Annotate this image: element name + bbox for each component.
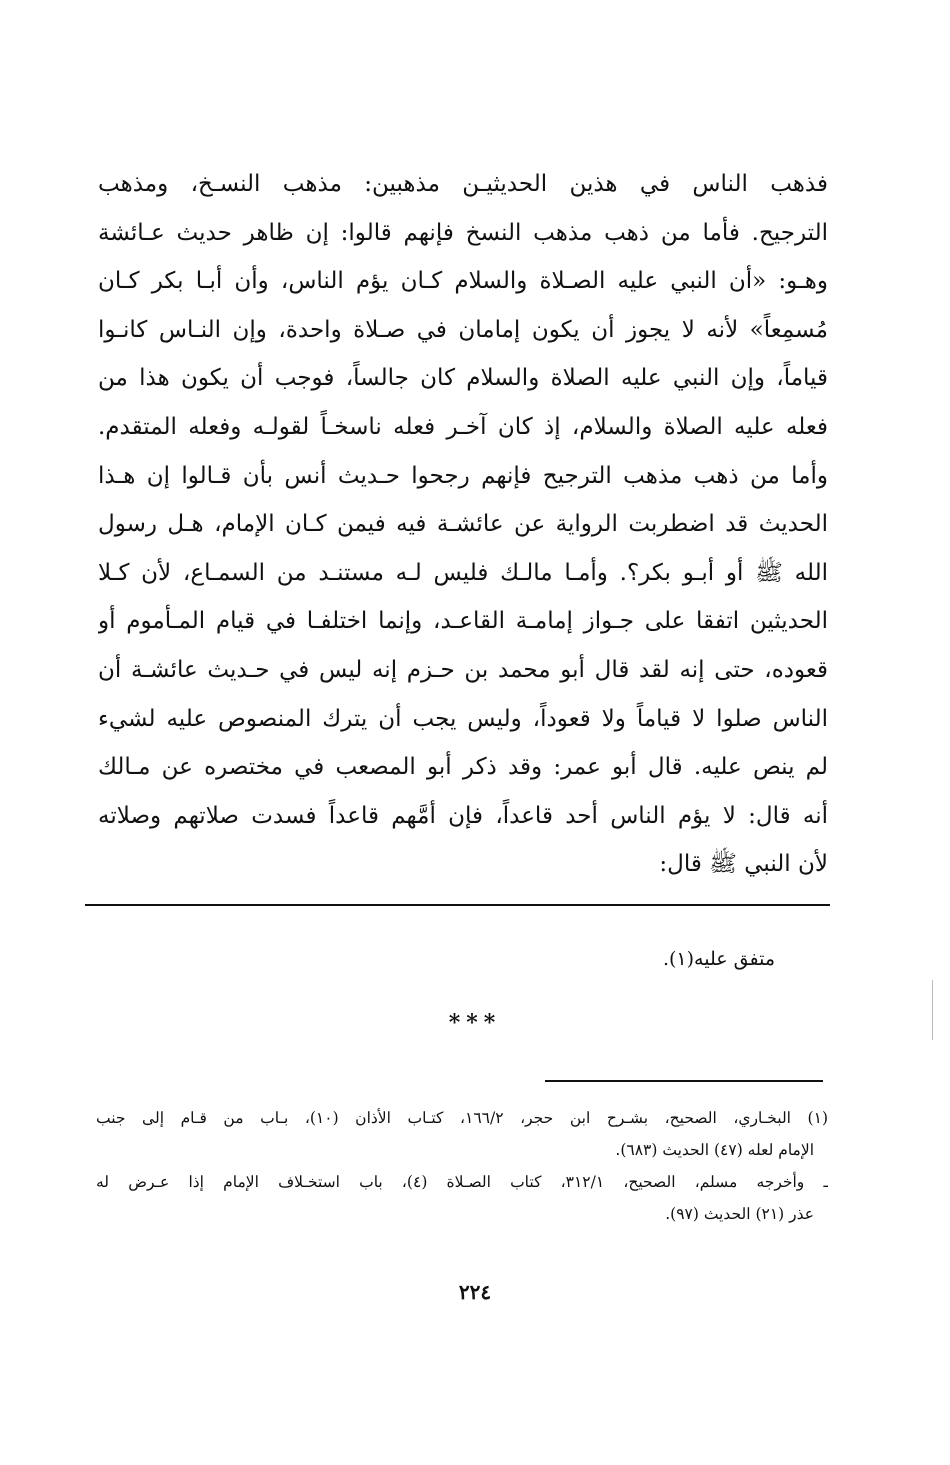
page-number: ٢٢٤ <box>458 1280 492 1304</box>
text-line: مُسمِعاً» لأنه لا يجوز أن يكون إمامان في صـلاة واحدة، وإن النـاس كانـوا <box>98 316 828 343</box>
text-line: الحديثين اتفقا على جـواز إمامـة القاعـد، وإنما اختلفـا في قيام المـأموم أو <box>98 608 828 635</box>
text-line: لأن النبي ﷺ قال: <box>659 851 828 878</box>
footnote-line: الإمام لعله (٤٧) الحديث (٦٨٣). <box>615 1141 814 1159</box>
footnote-line: ـ وأخرجه مسلم، الصحيح، ٣١٢/١، كتاب الصـلاة (٤)، باب استخـلاف الإمام إذا عـرض له <box>96 1173 828 1191</box>
footnotes <box>96 1102 828 1230</box>
footnote-line: (١) البخـاري، الصحيح، بشـرح ابن حجر، ١٦٦/٢، كتـاب الأذان (١٠)، بـاب من قـام إلى جنب <box>96 1109 828 1127</box>
text-line: فعله عليه الصلاة والسلام، إذ كان آخـر فعله ناسخـاً لقولـه وفعله المتقدم. <box>98 413 828 440</box>
separator-stars: *** <box>448 1010 502 1036</box>
text-line: لم ينص عليه. قال أبو عمر: وقد ذكر أبو المصعب في مختصره عن مـالك <box>98 754 828 781</box>
footnote-divider <box>545 1080 823 1082</box>
text-line: الحديث قد اضطربت الرواية عن عائشـة فيه فيمن كـان الإمام، هـل رسول <box>98 511 828 538</box>
text-line: قياماً، وإن النبي عليه الصلاة والسلام كان جالساً، فوجب أن يكون هذا من <box>98 365 828 392</box>
scan-margin-mark <box>932 980 933 1040</box>
agreed-note: متفق عليه(١). <box>662 948 775 970</box>
main-text <box>98 160 828 889</box>
text-line: وأما من ذهب مذهب الترجيح فإنهم رجحوا حـديث أنس بأن قـالوا إن هـذا <box>98 462 828 489</box>
text-line: الله ﷺ أو أبـو بكر؟. وأمـا مالـك فليس لـه مستنـد من السمـاع، لأن كـلا <box>98 559 828 586</box>
text-line: وهـو: «أن النبي عليه الصـلاة والسلام كـان يؤم الناس، وأن أبـا بكر كـان <box>98 268 828 295</box>
text-line: قعوده، حتى إنه لقد قال أبو محمد بن حـزم إنه ليس في حـديث عائشـة أن <box>98 656 828 683</box>
section-divider <box>85 904 830 906</box>
text-line: الترجيح. فأما من ذهب مذهب النسخ فإنهم قالوا: إن ظاهر حديث عـائشة <box>98 219 828 246</box>
footnote-line: عذر (٢١) الحديث (٩٧). <box>665 1205 814 1223</box>
text-line: أنه قال: لا يؤم الناس أحد قاعداً، فإن أمَّهم قاعداً فسدت صلاتهم وصلاته <box>98 802 828 829</box>
text-line: فذهب الناس في هذين الحديثيـن مذهبين: مذهب النسـخ، ومذهب <box>98 171 828 197</box>
text-line: الناس صلوا لا قياماً ولا قعوداً، وليس يجب أن يترك المنصوص عليه لشيء <box>98 705 828 732</box>
